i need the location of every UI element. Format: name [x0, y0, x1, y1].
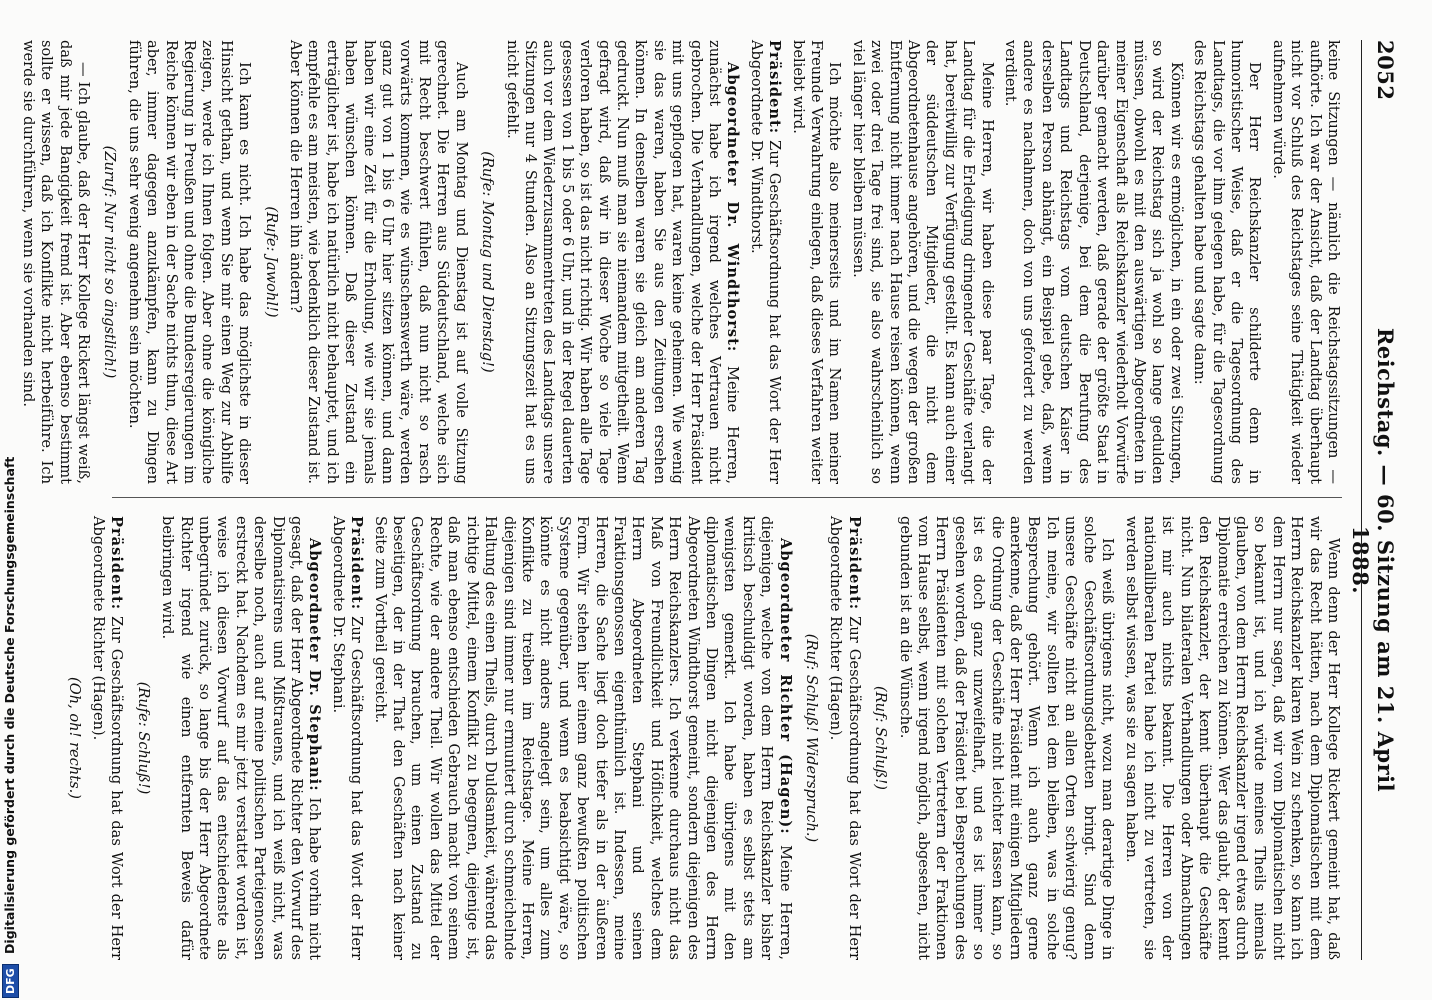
speaker-name: Präsident:	[108, 516, 126, 611]
page-title: Reichstag. — 60. Sitzung am 21. April 1888.	[1348, 327, 1398, 793]
interjection: (Ruf: Schluß! Widerspruch.)	[803, 633, 821, 843]
paragraph	[370, 516, 793, 960]
speaker-name: Präsident:	[845, 516, 863, 611]
paragraph: — Ich glaube, daß der Herr Kollege Rickert längst weiß, daß mir jede Bangigkeit fremd ist. Aber ebenso bestimmt sollte er wissen, daß ich Konflikte nicht herbeiführe. Ich werde sie durchführen, wenn sie vorhanden sind.	[19, 40, 92, 484]
paragraph: Ich möchte also meinerseits und im Namen meiner Freunde Verwahrung einlegen, daß dieses Verfahren weiter beliebt wird.	[789, 40, 844, 484]
speaker-name: Präsident:	[348, 516, 366, 611]
speech-text: Meine Herren, zunächst habe ich irgend welches Vertrauen nicht gebrochen. Die Verhandlungen, welche der Herr Präsident mit uns gepflogen hat, waren keine geheimen. Wie wenig sie das waren, haben Sie aus den Zeitungen ersehen können. In denselben waren sie gleich am anderen Tag gedruckt. Nun muß man sie niemandem mitgetheilt. Wenn gefragt wird, daß wir in dieser Woche so viele Tage verloren haben, so ist das nicht richtig. Wir haben alle Tage gesessen von 1 bis 5 oder 6 Uhr, und in der Regel dauerten auch vor dem Wiederzusammentreten des Landtags unsere Sitzungen nur 4 Stunden. Also an Sitzungszeit hat es uns nicht gefehlt.	[503, 40, 742, 484]
speaker-name: Präsident:	[766, 40, 784, 135]
interjection: (Zuruf: Nur nicht so ängstlich!)	[101, 145, 119, 379]
paragraph: Ich kann es nicht. Ich habe das möglichste in dieser Hinsicht gethan, und wenn Sie mir einen Weg zur Abhilfe zeigen, werde ich Ihnen folgen. Aber ohne die königliche Regierung in Preußen und ohne die Bundesregierungen im Reiche können wir eben in der Sache nichts thun, diese Art aber, immer dagegen anzukämpfen, kann zu Dingen führen, die uns sehr wenig angenehm sein möchten.	[125, 40, 254, 484]
interjection: (Rufe: Jawohl!)	[262, 206, 280, 318]
dfg-logo: DFG	[2, 964, 19, 998]
paragraph	[158, 516, 324, 960]
right-column	[65, 516, 1342, 960]
paragraph: Ich weiß übrigens nicht, wozu man derartige Dinge in solche Geschäftsordnungsdebatten bringt. Sind denn unsere Geschäfte nicht an allen Orten schwierig genug? Ich meine, wir sollten bei dem bleiben, was in solche Besprechung gehört. Wenn ich auch ganz gerne anerkenne, daß der Herr Präsident mit einigen Mitgliedern die Ordnung der Geschäfte nicht leichter fassen kann, so ist es doch ganz unzweifelhaft, und es ist immer so gesehen worden, daß der Präsident bei Besprechungen des Herrn Präsidenten mit solchen Vertretern der Fraktionen vom Hause selbst, wenn irgend möglich, abgesehen, nicht gebunden ist an die Wünsche.	[896, 516, 1117, 960]
header-rule	[1361, 40, 1362, 960]
paragraph	[89, 516, 126, 960]
paragraph: Können wir es ermöglichen, in ein oder zwei Sitzungen, so wird der Reichstag sich ja wohl so lange gedulden müssen, obwohl es mit den auswärtigen Abgeordneten in meiner Eigenschaft als Reichskanzler wiederholt Vorwürfe darüber gemacht werden, daß gerade der größte Staat in Deutschland, derjenige, bei dem die Berufung des Landtags und Reichstags vom deutschen Kaiser in derselben Person abhängt, ein Beispiel gebe, daß, wenn andere es nachahmen, doch von uns gefordert zu werden verdient.	[1002, 40, 1185, 484]
paragraph	[502, 40, 741, 484]
paragraph: Auch am Montag und Dienstag ist auf volle Sitzung gerechnet. Die Herren aus Süddeutschland, welche sich mit Recht beschwert fühlen, daß nun nicht so rasch vorwärts kommen, wie es wünschenswerth wäre, werden ganz gut von 1 bis 6 Uhr hier sitzen können, und dann haben wir eine Zeit für die Erholung, wie wir sie jemals haben wünschen können. Daß dieser Zustand ein erträglicher ist, habe ich natürlich nicht behauptet, und ich empfehle es am meisten, wie bedenklich dieser Zustand ist. Aber können die Herren ihn ändern?	[287, 40, 470, 484]
speech-text: Zur Geschäftsordnung hat das Wort der Herr Abgeordnete Richter (Hagen).	[827, 516, 863, 960]
speaker-name: Abgeordneter Richter (Hagen):	[776, 538, 794, 835]
paragraph	[328, 516, 365, 960]
paragraph: Meine Herren, wir haben diese paar Tage, die der Landtag für die Erledigung dringender Geschäfte verlangt hat, bereitwillig zur Verfügung gestellt. Es kann auch einer der süddeutschen Mitglieder, die nicht dem Abgeordnetenhause angehören, und die wegen der großen Entfernung nicht immer nach Hause reisen können, wenn zwei oder drei Tage frei sind, sie also wahrscheinlich so viel länger hier bleiben müssen.	[849, 40, 996, 484]
interjection: (Ruf: Schluß!)	[872, 686, 890, 790]
paragraph	[826, 516, 863, 960]
paragraph: Der Herr Reichskanzler schilderte denn in humoristischer Weise, daß er die Tagesordnung des Landtags, die vor ihm gelegen habe, für die Tagesordnung des Reichstags gehalten habe und sagte dann:	[1191, 40, 1264, 484]
side-caption	[2, 0, 22, 998]
interjection: (Oh, oh! rechts.)	[65, 677, 83, 799]
page-number: 2052	[1373, 40, 1398, 101]
paragraph: keine Sitzungen — nämlich die Reichstagssitzungen — aufhörte. Ich war der Ansicht, daß der Landtag überhaupt nicht vor Schluß des Reichstages seine Thätigkeit wieder aufnehmen würde.	[1269, 40, 1342, 484]
column-divider	[112, 497, 1342, 498]
speech-text: Zur Geschäftsordnung hat das Wort der Herr Abgeordnete Dr. Windthorst.	[747, 40, 784, 484]
paragraph: Wenn denn der Herr Kollege Rickert gemeint hat, daß wir das Recht hätten, nach dem Diplomatischen mit dem Herrn Reichskanzler klaren Wein zu schenken, so kann ich dem Herrn nur sagen, daß wir vom Diplomatischen nicht so bekannt ist, und ich würde meines Theils niemals glauben, von dem Herrn Reichskanzler irgend etwas durch Diplomatie erreichen zu können. Wer das glaubt, der kennt den Reichskanzler, der kennt überhaupt die Geschäfte nicht. Nun bilateralen Verhandlungen oder Abmachungen ist mir auch nichts bekannt. Die Herren von der nationalliberalen Partei habe ich nicht zu vertreten, sie werden selbst wissen, was sie zu sagen haben.	[1122, 516, 1342, 960]
speaker-name: Abgeordneter Dr. Windthorst:	[724, 62, 742, 353]
interjection: (Rufe: Schluß!)	[134, 681, 152, 795]
paragraph	[746, 40, 783, 484]
speech-text: Ich habe vorhin nicht gesagt, daß der Herr Abgeordnete Richter den Vorwurf des Diplomatisirens und Mißtrauens, und ich weiß nicht, was derselbe noch, auch auf meine politischen Parteigenossen erstreckt hat. Nachdem es mir jetzt verstattet worden ist, weise ich diesen Vorwurf auf das entschiedenste als unbegründet zurück, so lange bis der Herr Abgeordnete Richter irgend wie einen entfernten Beweis dafür beibringen wird.	[159, 516, 324, 960]
speaker-name: Abgeordneter Dr. Stephani:	[306, 538, 324, 792]
interjection: (Rufe: Montag und Dienstag!)	[479, 151, 497, 373]
speech-text: Meine Herren, diejenigen, welche von dem Herrn Reichskanzler bisher kritisch beschuldigt worden, haben es selbst stets am wenigsten gemerkt. Ich habe übrigens mit den diplomatischen Dingen nicht diejenigen des Herrn Abgeordneten Windthorst gemeint, sondern diejenigen des Herrn Reichskanzlers. Ich verkenne durchaus nicht das Maß von Freundlichkeit und Höflichkeit, welches dem Herrn Abgeordneten Stephani und seinen Fraktionsgenossen eigenthümlich ist. Indessen, meine Herren, die Sache liegt doch tiefer als in der äußeren Form. Wir stehen hier einem ganz bewußten politischen Systeme gegenüber, und wenn es beabsichtigt wäre, so könnte es nicht anders angelegt sein, um alles zum Konflikte zu treiben im Reichstage. Meine Herren, diejenigen sind immer nur ermuntert durch schmeichelnde Haltung des einen Theils, durch Duldsamkeit, während das richtige Mittel, einem Konflikt zu begegnen, diejenige ist, daß man ebenso entschieden Gebrauch macht von seinem Rechte, wie der andere Theil. Wir wollen das Mittel der Geschäftsordnung brauchen, um einen Zustand zu beseitigen, der in der That den Geschäften nach keiner Seite zum Vortheil gereicht.	[371, 516, 794, 960]
side-caption-text: Digitalisierung gefördert durch die Deutsche Forschungsgemeinschaft	[2, 456, 17, 954]
page-header	[1348, 40, 1404, 960]
left-column	[19, 40, 1342, 484]
speech-text: Zur Geschäftsordnung hat das Wort der Herr Abgeordnete Dr. Stephani.	[329, 516, 366, 960]
speech-text: Zur Geschäftsordnung hat das Wort der Herr Abgeordnete Richter (Hagen).	[90, 516, 126, 960]
